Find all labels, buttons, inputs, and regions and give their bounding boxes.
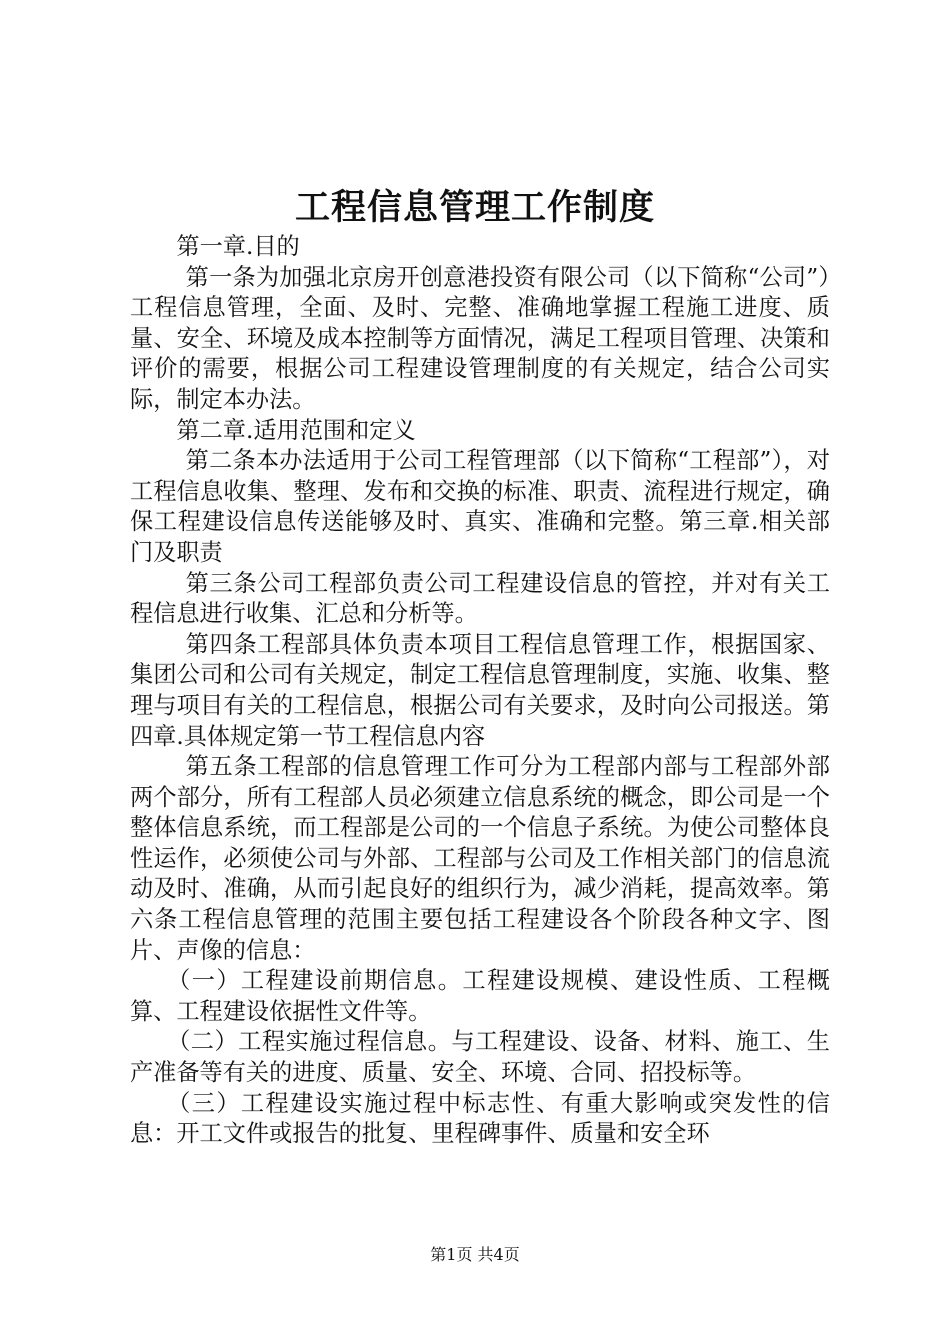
- list-item: （二）工程实施过程信息。与工程建设、设备、材料、施工、生产准备等有关的进度、质量、安全、环境、合同、招投标等。: [130, 1028, 830, 1087]
- paragraph: 第二条本办法适用于公司工程管理部（以下简称“工程部”），对工程信息收集、整理、发布和交换的标准、职责、流程进行规定，确保工程建设信息传送能够及时、真实、准确和完整。第三章.相关部门及职责: [130, 447, 830, 566]
- paragraph: 第五条工程部的信息管理工作可分为工程部内部与工程部外部两个部分，所有工程部人员必须建立信息系统的概念，即公司是一个整体信息系统，而工程部是公司的一个信息子系统。为使公司整体良性运作，必须使公司与外部、工程部与公司及工作相关部门的信息流动及时、准确，从而引起良好的组织行为，减少消耗，提高效率。第六条工程信息管理的范围主要包括工程建设各个阶段各种文字、图片、声像的信息：: [130, 753, 830, 964]
- paragraph: 第三条公司工程部负责公司工程建设信息的管控，并对有关工程信息进行收集、汇总和分析等。: [130, 569, 830, 628]
- document-body: [130, 232, 830, 1150]
- page-number: 第1页 共4页: [430, 1245, 520, 1264]
- document-title: 工程信息管理工作制度: [294, 187, 655, 228]
- list-item: （三）工程建设实施过程中标志性、有重大影响或突发性的信息：开工文件或报告的批复、里程碑事件、质量和安全环: [130, 1089, 830, 1148]
- list-item: （一）工程建设前期信息。工程建设规模、建设性质、工程概算、工程建设依据性文件等。: [130, 967, 830, 1025]
- paragraph: 第一条为加强北京房开创意港投资有限公司（以下简称“公司”）工程信息管理，全面、及时、完整、准确地掌握工程施工进度、质量、安全、环境及成本控制等方面情况，满足工程项目管理、决策和评价的需要，根据公司工程建设管理制度的有关规定，结合公司实际，制定本办法。: [130, 263, 830, 413]
- chapter-heading: 第二章.适用范围和定义: [176, 416, 416, 444]
- paragraph: 第四条工程部具体负责本项目工程信息管理工作，根据国家、集团公司和公司有关规定，制定工程信息管理制度，实施、收集、整理与项目有关的工程信息，根据公司有关要求，及时向公司报送。第四章.具体规定第一节工程信息内容: [130, 630, 830, 750]
- chapter-heading: 第一章.目的: [176, 233, 300, 260]
